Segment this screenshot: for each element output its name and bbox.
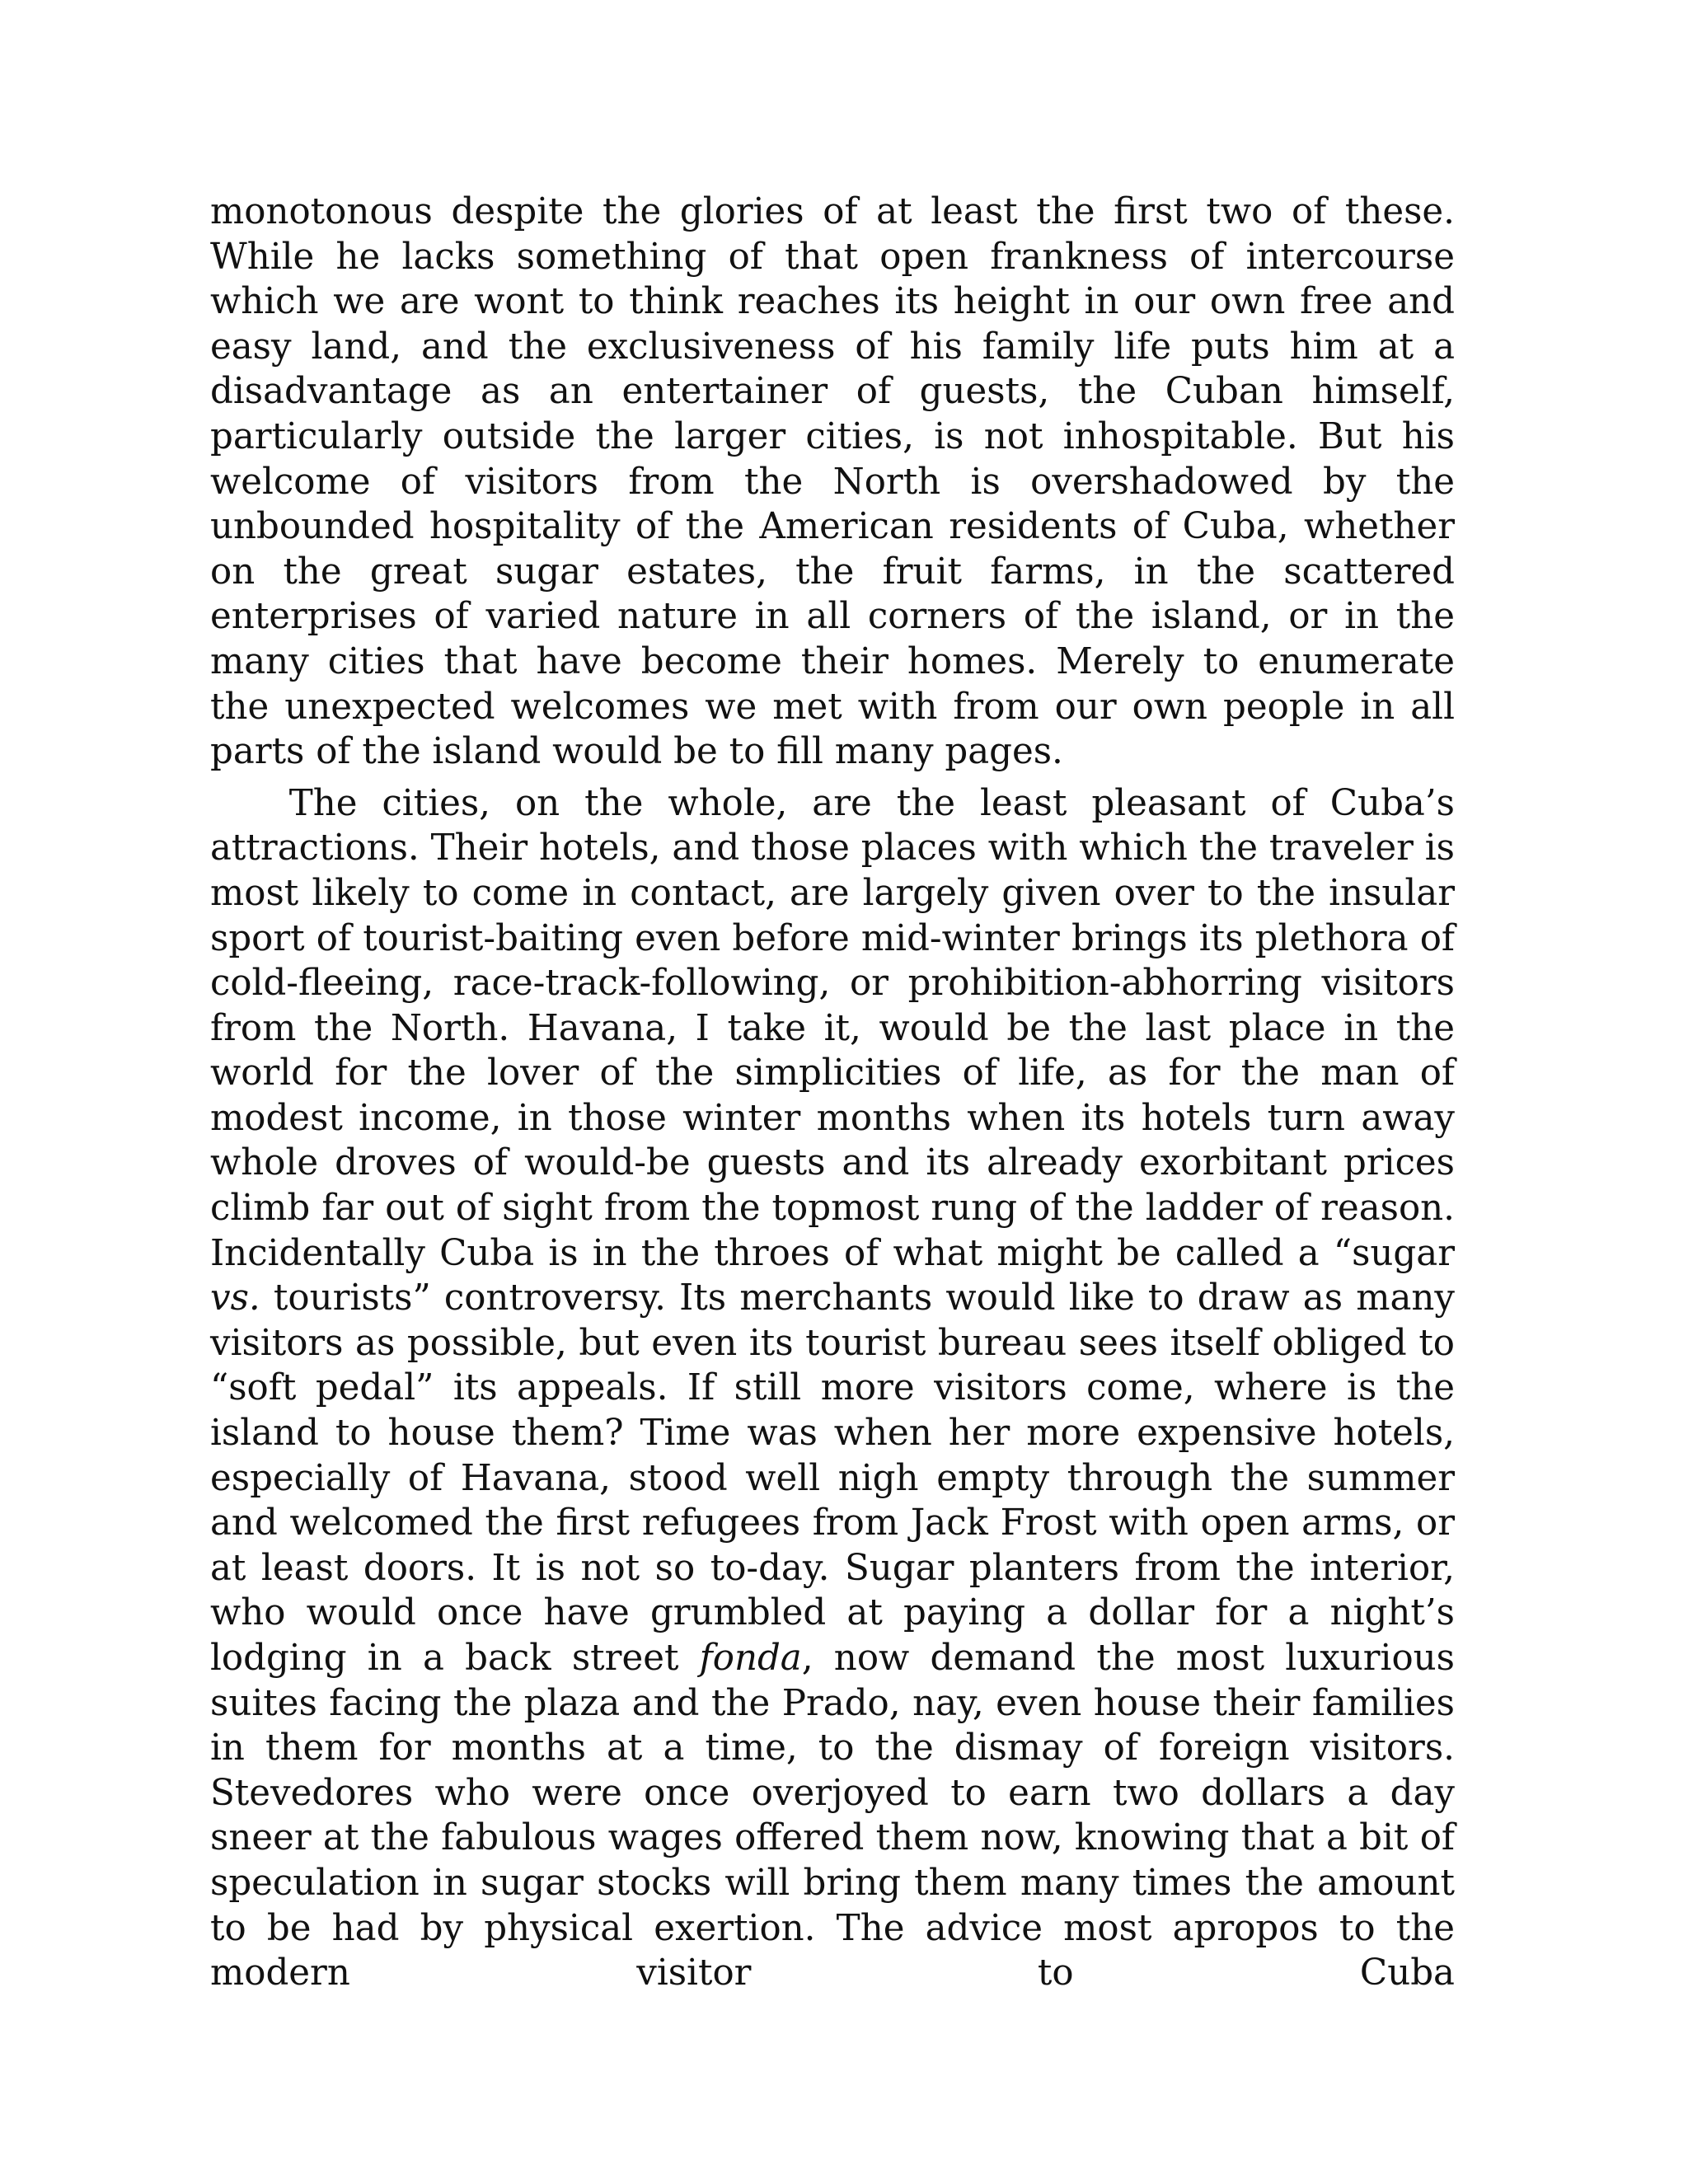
paragraph-2-text-b: tourists” controversy. Its merchants would like to draw as many visitors as possible, but even its tourist bureau sees itself obliged to “soft pedal” its appeals. If still more visitors come, where is the island to house them? Time was when her more expensive hotels, especially of Havana, stood well nigh empty through the summer and welcomed the first refugees from Jack Frost with open arms, or at least doors. It is not so to-day. Sugar planters from the interior, who would once have grumbled at paying a dollar for a night’s lodging in a back street	[210, 1277, 1455, 1679]
paragraph-2-text-c: , now demand the most luxurious suites facing the plaza and the Prado, nay, even house their families in them for months at a time, to the dismay of foreign visitors. Stevedores who were once overjoyed to earn two dollars a day sneer at the fabulous wages offered them now, knowing that a bit of speculation in sugar stocks will bring them many times the amount to be had by physical exertion. The advice most apropos to the modern visitor to Cuba	[210, 1638, 1455, 1994]
page-body	[210, 190, 1455, 1996]
paragraph-1-text: monotonous despite the glories of at least the first two of these. While he lacks something of that open frankness of intercourse which we are wont to think reaches its height in our own free and easy land, and the exclusiveness of his family life puts him at a disadvantage as an entertainer of guests, the Cuban himself, particularly outside the larger cities, is not inhospitable. But his welcome of visitors from the North is overshadowed by the unbounded hospitality of the American residents of Cuba, whether on the great sugar estates, the fruit farms, in the scattered enterprises of varied nature in all corners of the island, or in the many cities that have become their homes. Merely to enumerate the unexpected welcomes we met with from our own people in all parts of the island would be to fill many pages.	[210, 191, 1455, 773]
italic-fonda: fonda	[699, 1638, 802, 1679]
paragraph-1	[210, 190, 1455, 775]
paragraph-2	[210, 781, 1455, 1996]
paragraph-2-text-a: The cities, on the whole, are the least pleasant of Cuba’s attractions. Their hotels, and those places with which the traveler is most likely to come in contact, are largely given over to the insular sport of tourist-baiting even before mid-winter brings its plethora of cold-fleeing, race-track-following, or prohibition-abhorring visitors from the North. Havana, I take it, would be the last place in the world for the lover of the simplicities of life, as for the man of modest income, in those winter months when its hotels turn away whole droves of would-be guests and its already exorbitant prices climb far out of sight from the topmost rung of the ladder of reason. Incidentally Cuba is in the throes of what might be called a “sugar	[210, 782, 1455, 1274]
italic-vs: vs.	[210, 1277, 260, 1319]
